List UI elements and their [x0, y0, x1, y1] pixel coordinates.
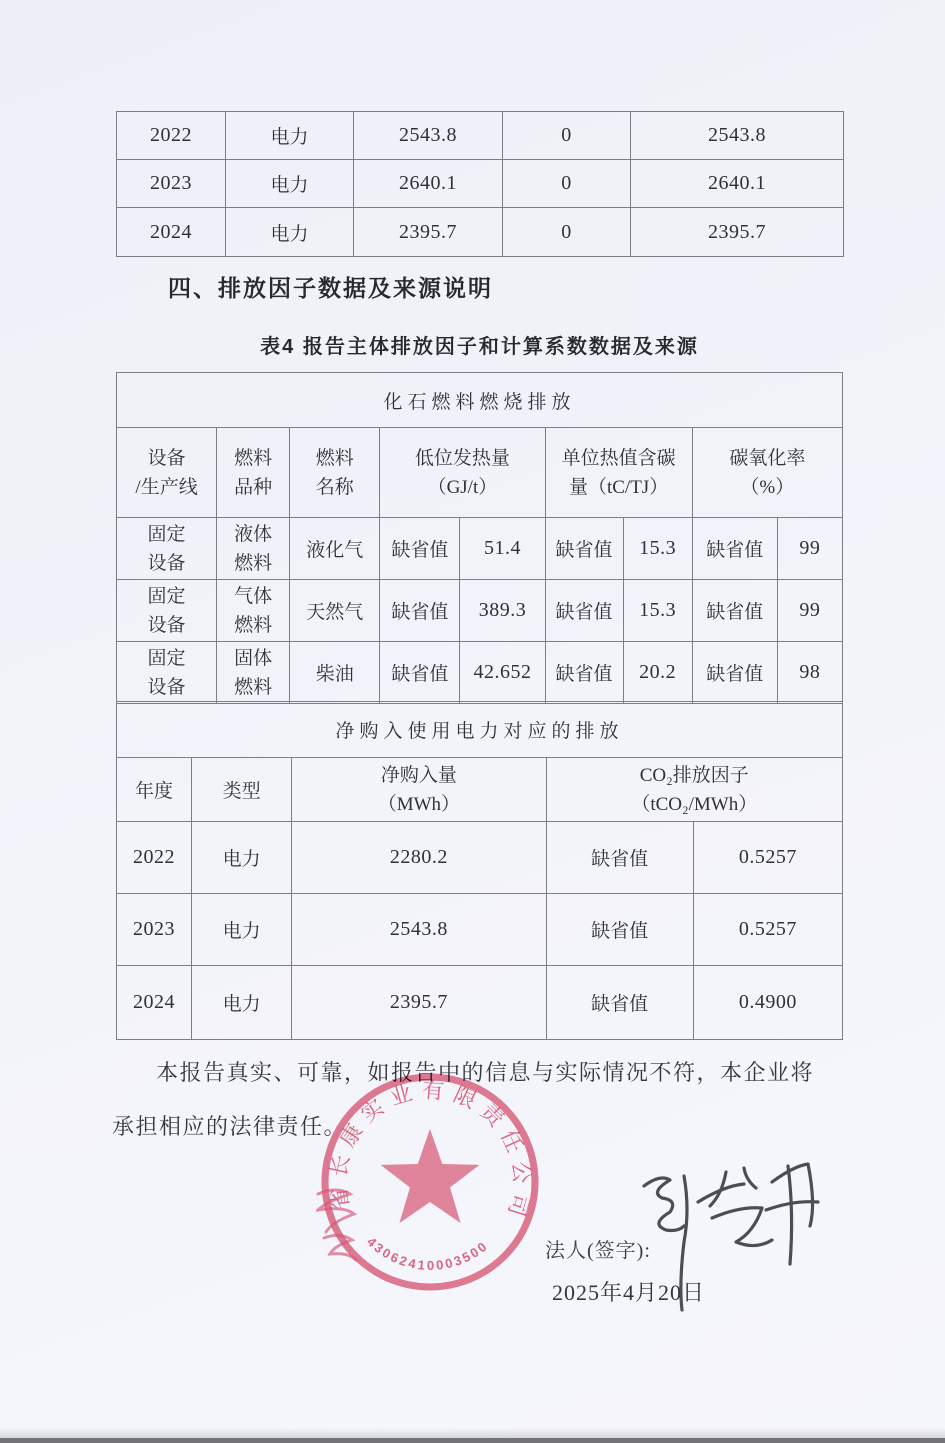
header-carbon: 单位热值含碳 量（tC/TJ） [545, 428, 692, 518]
header-factor: CO₂排放因子 （tCO₂/MWh） [546, 758, 842, 822]
value-cell: 99 [777, 580, 842, 642]
value-cell: 2543.8 [631, 112, 844, 160]
year-cell: 2022 [117, 112, 226, 160]
value-cell: 0 [503, 112, 631, 160]
header-fuel-kind: 燃料 品种 [217, 428, 290, 518]
value-cell: 2543.8 [292, 894, 546, 966]
fossil-banner: 化石燃料燃烧排放 [117, 373, 843, 428]
device-cell: 固定 设备 [117, 580, 217, 642]
header-type: 类型 [192, 758, 292, 822]
fuel-kind-cell: 固体 燃料 [217, 642, 290, 704]
device-cell: 固定 设备 [117, 642, 217, 704]
value-cell: 2543.8 [354, 112, 503, 160]
type-cell: 电力 [226, 208, 354, 257]
value-cell: 15.3 [623, 518, 692, 580]
source-cell: 缺省值 [546, 822, 693, 894]
table-row [117, 518, 843, 580]
type-cell: 电力 [192, 822, 292, 894]
value-cell: 2280.2 [292, 822, 546, 894]
year-cell: 2023 [117, 894, 192, 966]
fuel-name-cell: 天然气 [290, 580, 380, 642]
type-cell: 电力 [192, 966, 292, 1040]
seal-serial-number: 43062410003500 [364, 1233, 492, 1274]
source-cell: 缺省值 [380, 642, 460, 704]
table-row [117, 894, 843, 966]
year-cell: 2024 [117, 208, 226, 257]
seal-company-text: 省长康实业有限责任公司 [324, 1077, 535, 1227]
declaration-line1: 本报告真实、可靠，如报告中的信息与实际情况不符，本企业将 [156, 1060, 815, 1085]
value-cell: 2395.7 [354, 208, 503, 257]
table-row [117, 966, 843, 1040]
value-cell: 2395.7 [292, 966, 546, 1040]
year-cell: 2024 [117, 966, 192, 1040]
table-row [117, 702, 843, 758]
section-heading: 四、排放因子数据及来源说明 [168, 275, 493, 301]
legal-signer-label: 法人(签字): [545, 1240, 651, 1262]
table-row [117, 160, 844, 208]
source-cell: 缺省值 [692, 580, 777, 642]
table-row [117, 580, 843, 642]
value-cell: 99 [777, 518, 842, 580]
device-cell: 固定 设备 [117, 518, 217, 580]
value-cell: 98 [777, 642, 842, 704]
fuel-name-cell: 柴油 [290, 642, 380, 704]
signature-date: 2025年4月20日 [552, 1280, 706, 1305]
table-header-row [117, 428, 843, 518]
value-cell: 2640.1 [631, 160, 844, 208]
source-cell: 缺省值 [380, 580, 460, 642]
source-cell: 缺省值 [692, 642, 777, 704]
fuel-name-cell: 液化气 [290, 518, 380, 580]
value-cell: 51.4 [460, 518, 545, 580]
value-cell: 389.3 [460, 580, 545, 642]
electricity-banner: 净购入使用电力对应的排放 [117, 702, 843, 758]
source-cell: 缺省值 [545, 642, 623, 704]
type-cell: 电力 [226, 160, 354, 208]
source-cell: 缺省值 [380, 518, 460, 580]
page-bottom-shadow [0, 1428, 945, 1438]
table-row [117, 642, 843, 704]
header-fuel-name: 燃料 名称 [290, 428, 380, 518]
table-row [117, 373, 843, 428]
value-cell: 0.5257 [693, 894, 842, 966]
table4-title: 表4 报告主体排放因子和计算系数数据及来源 [260, 336, 699, 358]
value-cell: 2395.7 [631, 208, 844, 257]
value-cell: 0.5257 [693, 822, 842, 894]
fuel-kind-cell: 液体 燃料 [217, 518, 290, 580]
table-row [117, 208, 844, 257]
legal-signature-handwriting [620, 1158, 865, 1328]
type-cell: 电力 [192, 894, 292, 966]
value-cell: 42.652 [460, 642, 545, 704]
year-cell: 2022 [117, 822, 192, 894]
value-cell: 15.3 [623, 580, 692, 642]
value-cell: 0 [503, 160, 631, 208]
header-year: 年度 [117, 758, 192, 822]
table-header-row [117, 758, 843, 822]
page-bottom-edge [0, 1438, 945, 1443]
fossil-table [116, 372, 843, 704]
value-cell: 0.4900 [693, 966, 842, 1040]
source-cell: 缺省值 [545, 518, 623, 580]
electricity-table [116, 701, 843, 1040]
value-cell: 2640.1 [354, 160, 503, 208]
header-oxidation: 碳氧化率 （%） [692, 428, 842, 518]
seal-star-icon [381, 1129, 480, 1223]
header-ncv: 低位发热量 （GJ/t） [380, 428, 545, 518]
source-cell: 缺省值 [692, 518, 777, 580]
header-device: 设备 /生产线 [117, 428, 217, 518]
table-row [117, 822, 843, 894]
table-row [117, 112, 844, 160]
type-cell: 电力 [226, 112, 354, 160]
source-cell: 缺省值 [545, 580, 623, 642]
source-cell: 缺省值 [546, 966, 693, 1040]
fuel-kind-cell: 气体 燃料 [217, 580, 290, 642]
header-amount: 净购入量 （MWh） [292, 758, 546, 822]
pre-table [116, 111, 844, 257]
company-seal-stamp [316, 1068, 544, 1296]
value-cell: 20.2 [623, 642, 692, 704]
source-cell: 缺省值 [546, 894, 693, 966]
year-cell: 2023 [117, 160, 226, 208]
declaration-line2: 承担相应的法律责任。 [112, 1114, 348, 1139]
value-cell: 0 [503, 208, 631, 257]
